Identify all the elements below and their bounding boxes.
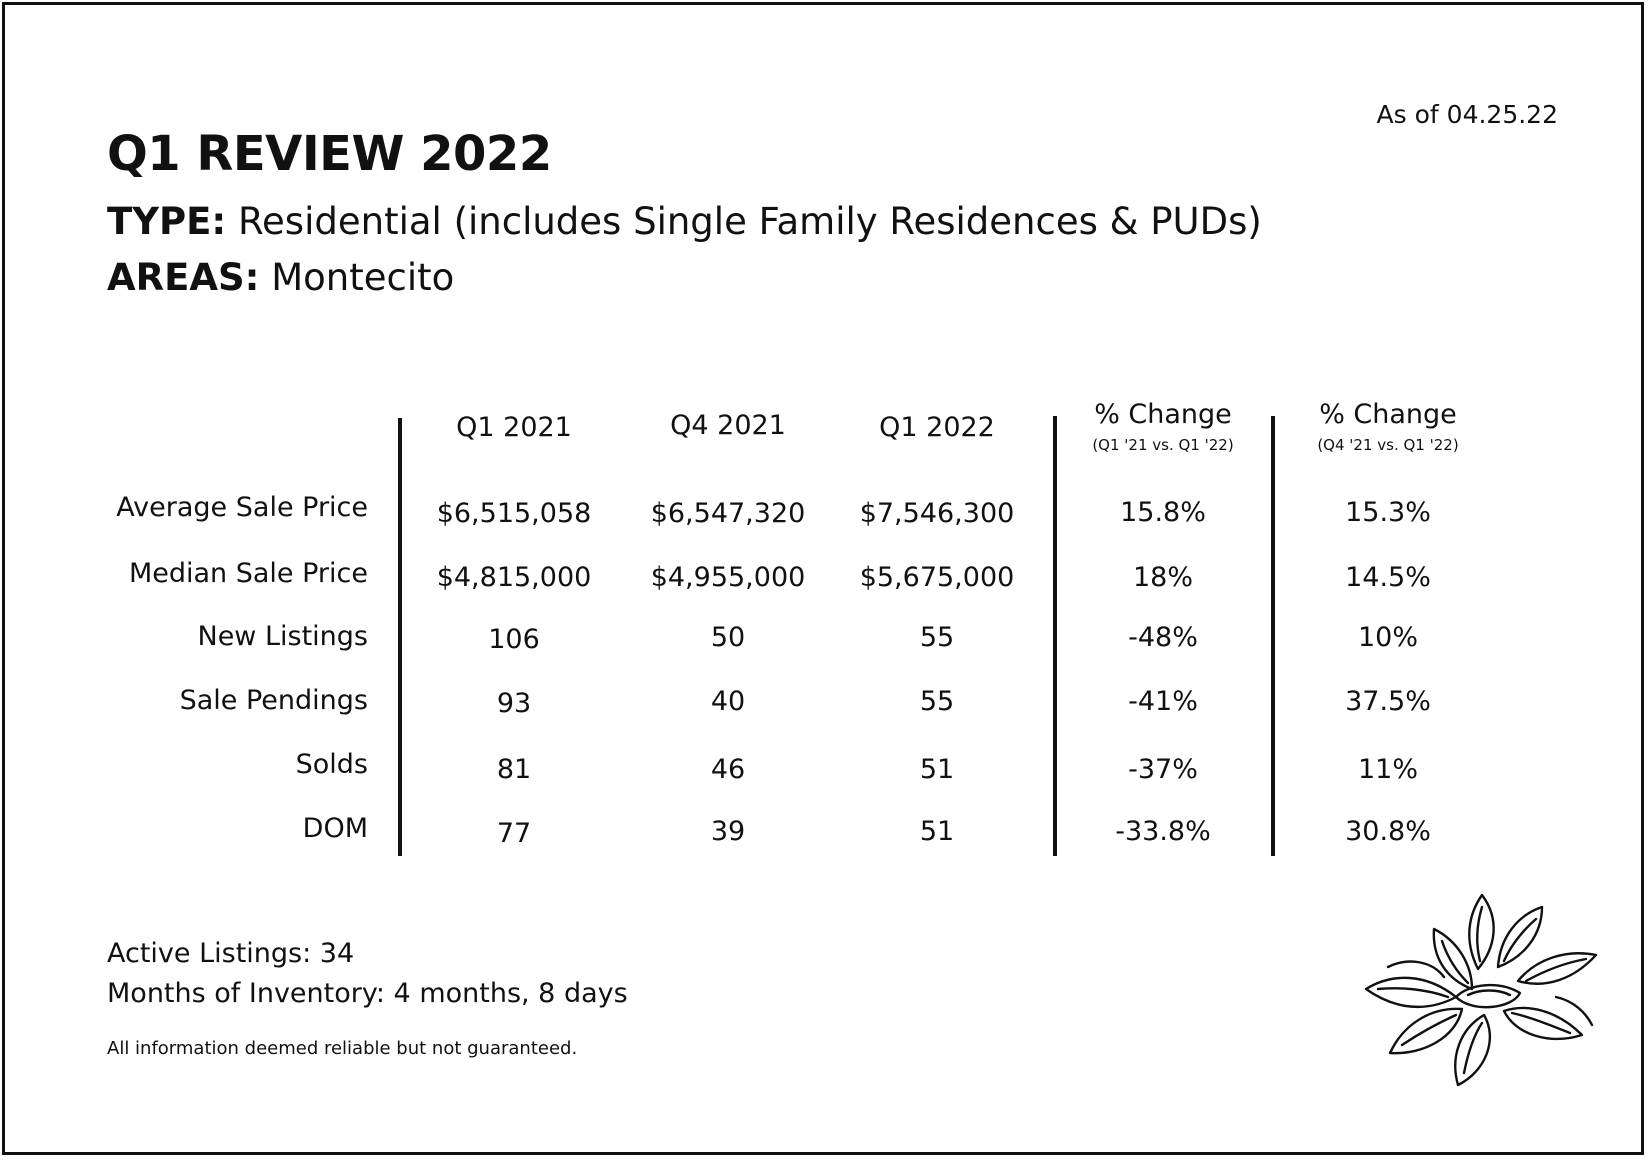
table-cell: 15.3%	[1345, 497, 1431, 528]
table-cell: $4,815,000	[436, 562, 592, 593]
col-header-label: % Change	[1094, 399, 1232, 430]
col-header-sub: (Q1 '21 vs. Q1 '22)	[1092, 436, 1234, 454]
magnolia-flower-icon	[1360, 885, 1600, 1095]
table-cell: 51	[919, 816, 955, 847]
col-header-q1-2021	[404, 412, 624, 443]
col-header-label: % Change	[1319, 399, 1457, 430]
table-cell: -37%	[1128, 754, 1198, 785]
table-cell: -33.8%	[1115, 816, 1211, 847]
table-cell: $4,955,000	[650, 562, 806, 593]
areas-line	[107, 256, 454, 299]
table-cell: 15.8%	[1120, 497, 1206, 528]
table-divider-labels	[398, 418, 402, 856]
table-cell: 14.5%	[1345, 562, 1431, 593]
areas-key: AREAS:	[107, 256, 260, 299]
disclaimer: All information deemed reliable but not guaranteed.	[107, 1038, 578, 1059]
row-label-average-sale-price: Average Sale Price	[116, 492, 368, 523]
col-header-label: Q1 2021	[456, 412, 572, 443]
table-cell: $7,546,300	[859, 498, 1015, 529]
type-key: TYPE:	[107, 200, 227, 243]
table-cell: 11%	[1357, 754, 1418, 785]
table-cell: 46	[710, 754, 746, 785]
table-cell: 55	[919, 622, 955, 653]
table-cell: $6,547,320	[650, 498, 806, 529]
col-header-change-q4	[1278, 399, 1498, 454]
table-cell: 18%	[1132, 562, 1193, 593]
row-label-dom: DOM	[302, 813, 368, 844]
col-header-change-q1	[1053, 399, 1273, 454]
table-cell: 37.5%	[1345, 686, 1431, 717]
page-title: Q1 REVIEW 2022	[107, 126, 552, 182]
table-cell: 77	[496, 818, 532, 849]
col-header-label: Q1 2022	[879, 412, 995, 443]
table-cell: 30.8%	[1345, 816, 1431, 847]
col-header-q4-2021	[618, 410, 838, 441]
row-label-new-listings: New Listings	[197, 621, 368, 652]
table-cell: 39	[710, 816, 746, 847]
table-cell: 106	[488, 624, 540, 655]
table-cell: -48%	[1128, 622, 1198, 653]
areas-value: Montecito	[271, 256, 455, 299]
type-line	[107, 200, 1262, 243]
type-value: Residential (includes Single Family Residences & PUDs)	[238, 200, 1262, 243]
table-cell: 50	[710, 622, 746, 653]
months-of-inventory: Months of Inventory: 4 months, 8 days	[107, 978, 628, 1009]
table-cell: 55	[919, 686, 955, 717]
row-label-sale-pendings: Sale Pendings	[179, 685, 368, 716]
table-cell: -41%	[1128, 686, 1198, 717]
table-cell: 81	[496, 754, 532, 785]
table-cell: 10%	[1357, 622, 1418, 653]
table-cell: $5,675,000	[859, 562, 1015, 593]
active-listings: Active Listings: 34	[107, 938, 355, 969]
row-label-solds: Solds	[295, 749, 368, 780]
table-cell: $6,515,058	[436, 498, 592, 529]
table-cell: 40	[710, 686, 746, 717]
table-cell: 93	[496, 688, 532, 719]
table-cell: 51	[919, 754, 955, 785]
col-header-label: Q4 2021	[670, 410, 786, 441]
row-label-median-sale-price: Median Sale Price	[128, 558, 368, 589]
as-of-date: As of 04.25.22	[1376, 100, 1558, 129]
col-header-q1-2022	[827, 412, 1047, 443]
col-header-sub: (Q4 '21 vs. Q1 '22)	[1317, 436, 1459, 454]
